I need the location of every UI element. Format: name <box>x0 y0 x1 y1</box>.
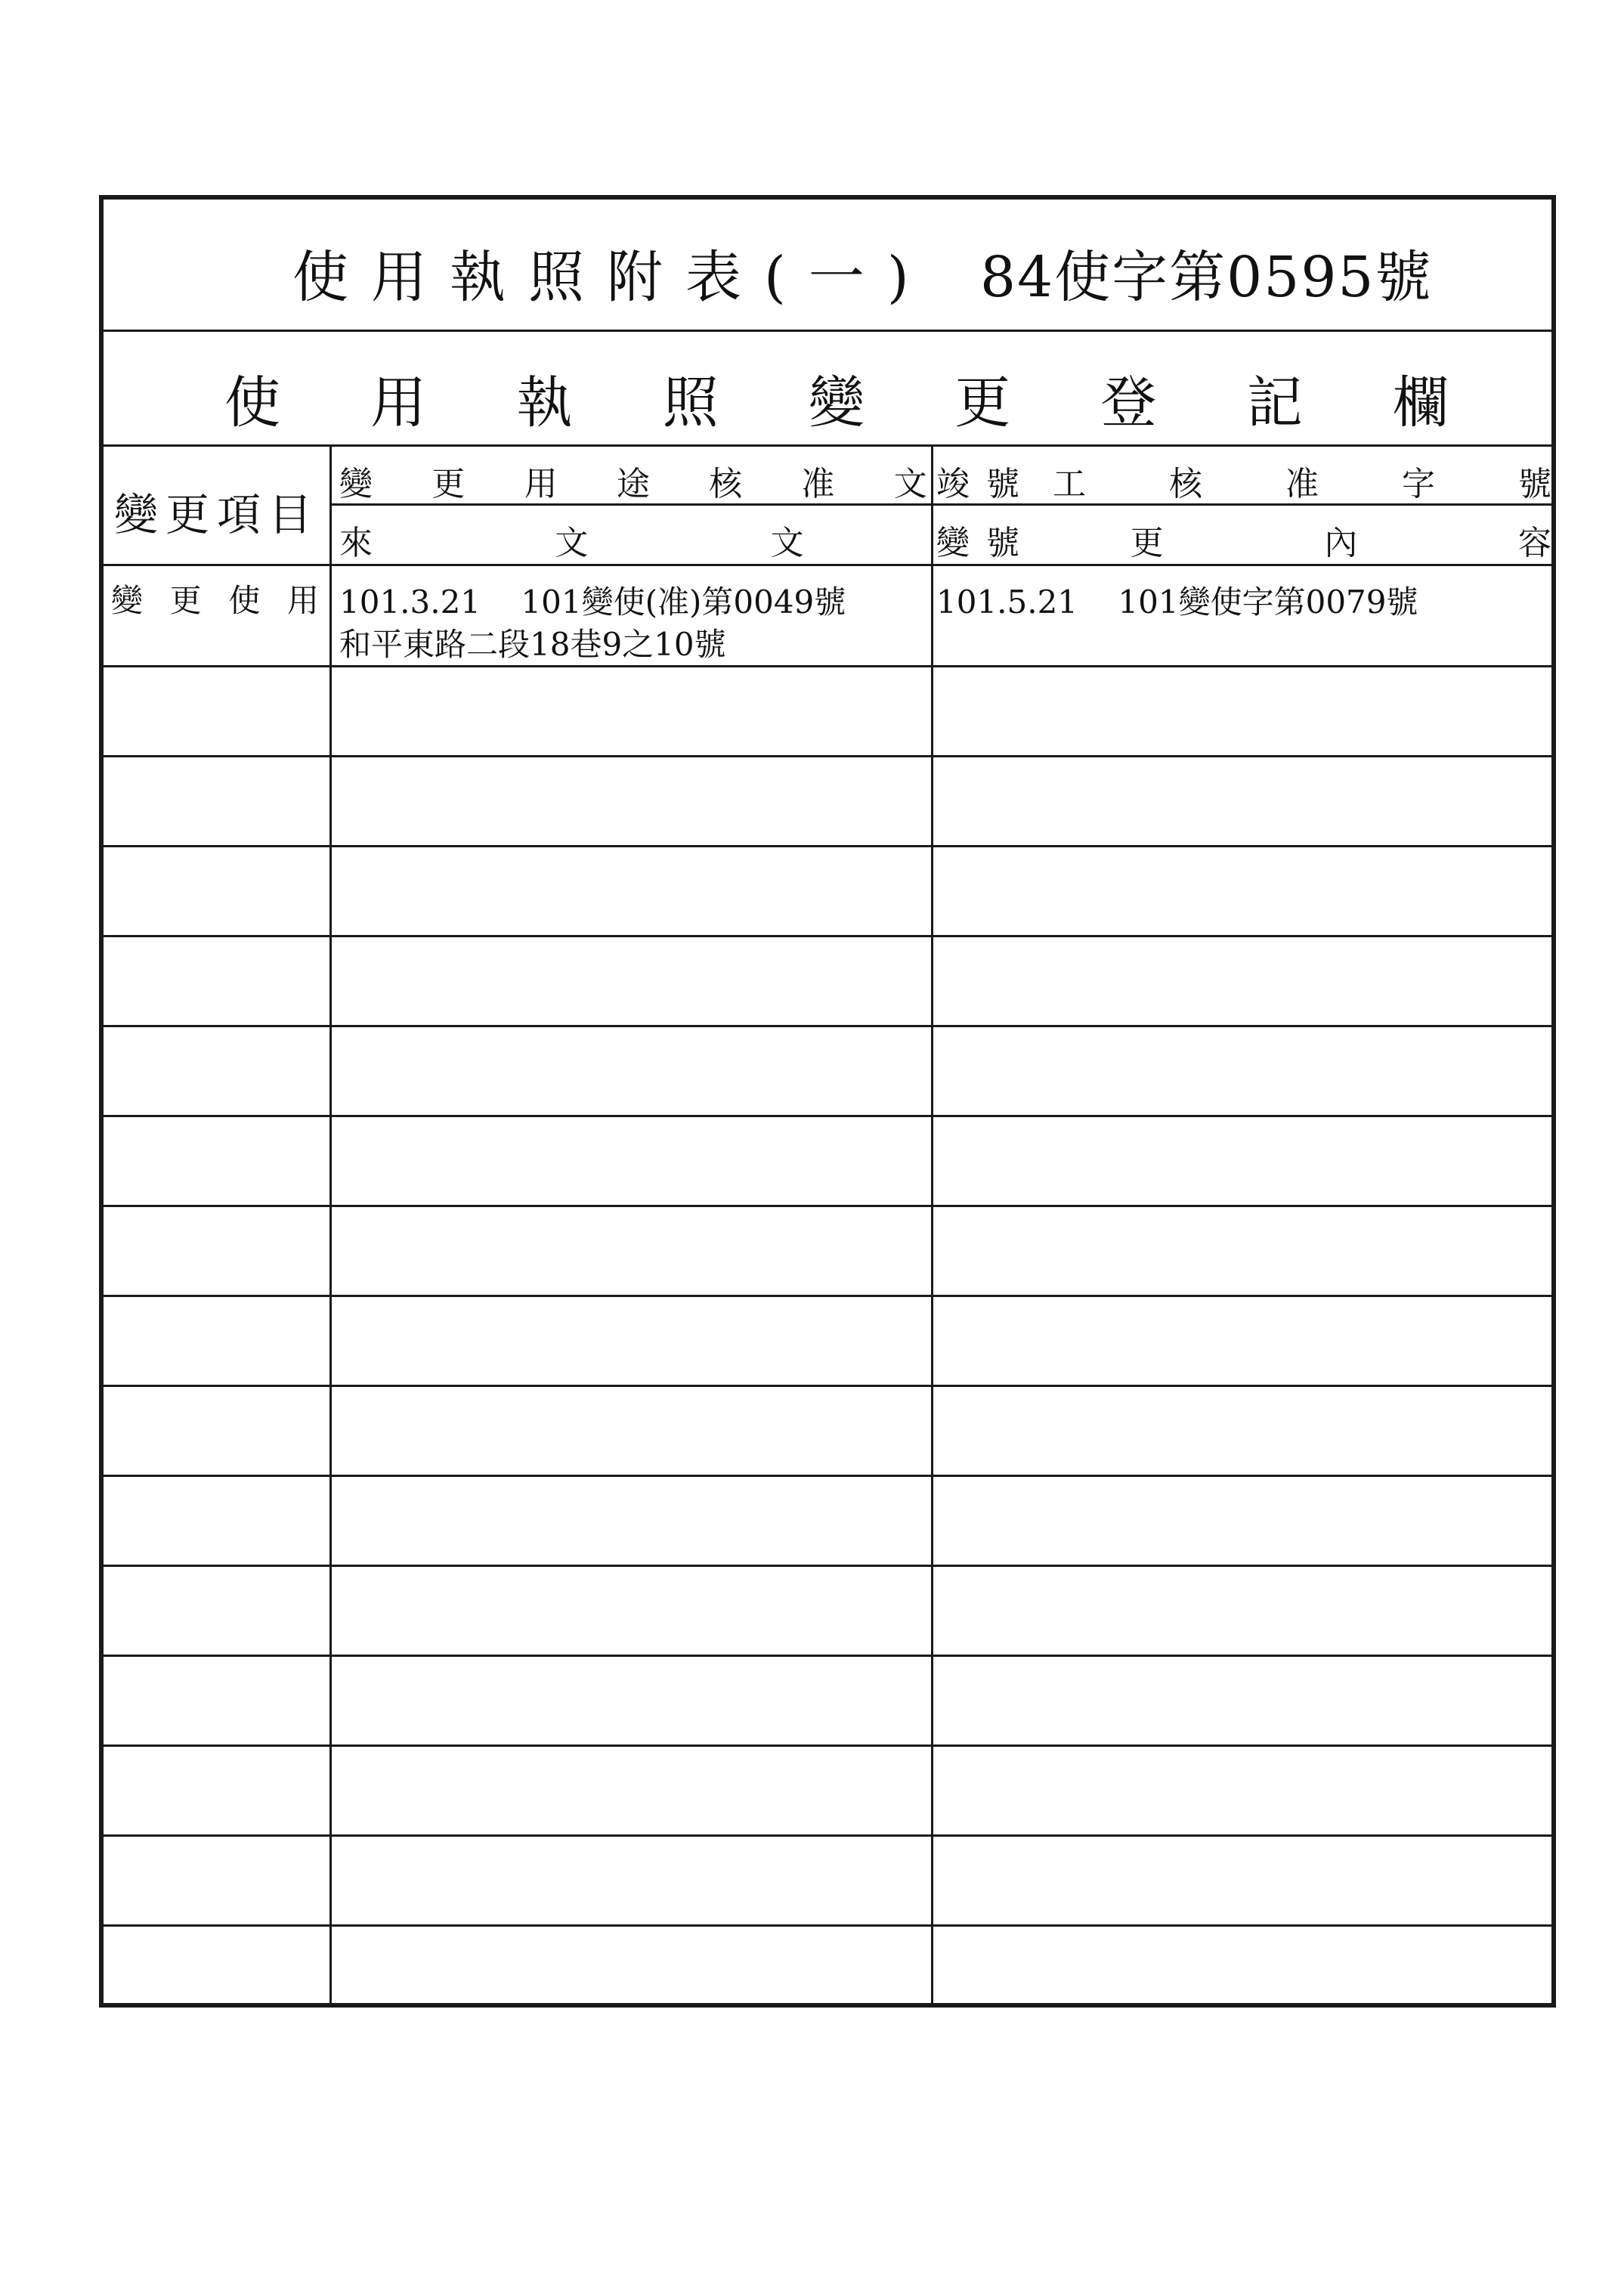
row-divider <box>104 1655 1551 1657</box>
column-header-incoming-number <box>339 515 1019 564</box>
heading-char: 用 <box>370 370 427 435</box>
header-char: 變 <box>936 524 970 562</box>
row-divider <box>104 1475 1551 1477</box>
row-divider <box>104 935 1551 937</box>
heading-char: 記 <box>1246 370 1303 435</box>
header-char: 內 <box>1324 524 1358 562</box>
header-char: 文 <box>770 524 804 562</box>
item-char: 更 <box>169 582 202 619</box>
heading-char: 變 <box>809 370 865 435</box>
item-char: 使 <box>228 582 261 619</box>
heading-char: 使 <box>224 370 280 435</box>
header-char: 工 <box>1053 465 1086 503</box>
header-char: 更 <box>432 465 466 503</box>
row-divider <box>104 1205 1551 1207</box>
header-char: 文 <box>555 524 589 562</box>
header-char: 號 <box>1518 465 1551 503</box>
row-divider <box>104 665 1551 667</box>
header-char: 號 <box>985 524 1019 562</box>
row-divider <box>104 755 1551 757</box>
header-char: 用 <box>524 465 558 503</box>
header-char: 字 <box>1402 465 1435 503</box>
item-char: 變 <box>111 582 144 619</box>
header-char: 准 <box>801 465 835 503</box>
item-char: 用 <box>286 582 319 619</box>
heading-char: 執 <box>516 370 573 435</box>
header-char: 更 <box>1130 524 1164 562</box>
row-divider <box>104 1924 1551 1927</box>
header-char: 竣 <box>936 465 970 503</box>
row-divider <box>104 1385 1551 1387</box>
heading-char: 登 <box>1100 370 1157 435</box>
row-divider <box>104 845 1551 847</box>
incoming-number-entry: 101.3.21 101變使(准)第0049號 <box>339 584 846 621</box>
column-header-completion-number <box>936 457 1551 505</box>
row-change-item <box>111 576 319 621</box>
section-heading <box>224 358 1449 438</box>
change-content-entry: 101.5.21 101變使字第0079號 <box>936 584 1418 621</box>
divider-line <box>104 564 1551 566</box>
divider-line <box>329 503 1551 506</box>
column-header-change-content <box>936 515 1551 564</box>
row-divider <box>104 1025 1551 1027</box>
header-char: 核 <box>1169 465 1202 503</box>
address-entry: 和平東路二段18巷9之10號 <box>339 626 726 663</box>
column-header-change-item: 變更項目 <box>114 489 320 540</box>
title-row <box>104 200 1551 330</box>
license-number: 84使字第0595號 <box>980 245 1433 310</box>
row-divider <box>104 1744 1551 1747</box>
header-char: 核 <box>709 465 743 503</box>
divider-line <box>104 444 1551 447</box>
row-divider <box>104 1295 1551 1297</box>
row-divider <box>104 1834 1551 1837</box>
row-divider <box>104 1565 1551 1567</box>
header-char: 號 <box>985 465 1019 503</box>
header-char: 途 <box>616 465 650 503</box>
column-divider <box>329 444 332 2003</box>
header-char: 文 <box>893 465 927 503</box>
header-char: 容 <box>1517 524 1551 562</box>
header-char: 變 <box>339 465 373 503</box>
header-char: 准 <box>1285 465 1319 503</box>
heading-char: 照 <box>662 370 719 435</box>
heading-char: 欄 <box>1393 370 1449 435</box>
column-header-approval-number <box>339 457 1019 505</box>
form-title: 使用執照附表(一) <box>292 245 932 310</box>
heading-char: 更 <box>954 370 1011 435</box>
divider-line <box>104 330 1551 332</box>
license-table <box>99 195 1556 2008</box>
row-divider <box>104 1115 1551 1117</box>
column-divider <box>931 444 933 2003</box>
header-char: 來 <box>339 524 373 562</box>
